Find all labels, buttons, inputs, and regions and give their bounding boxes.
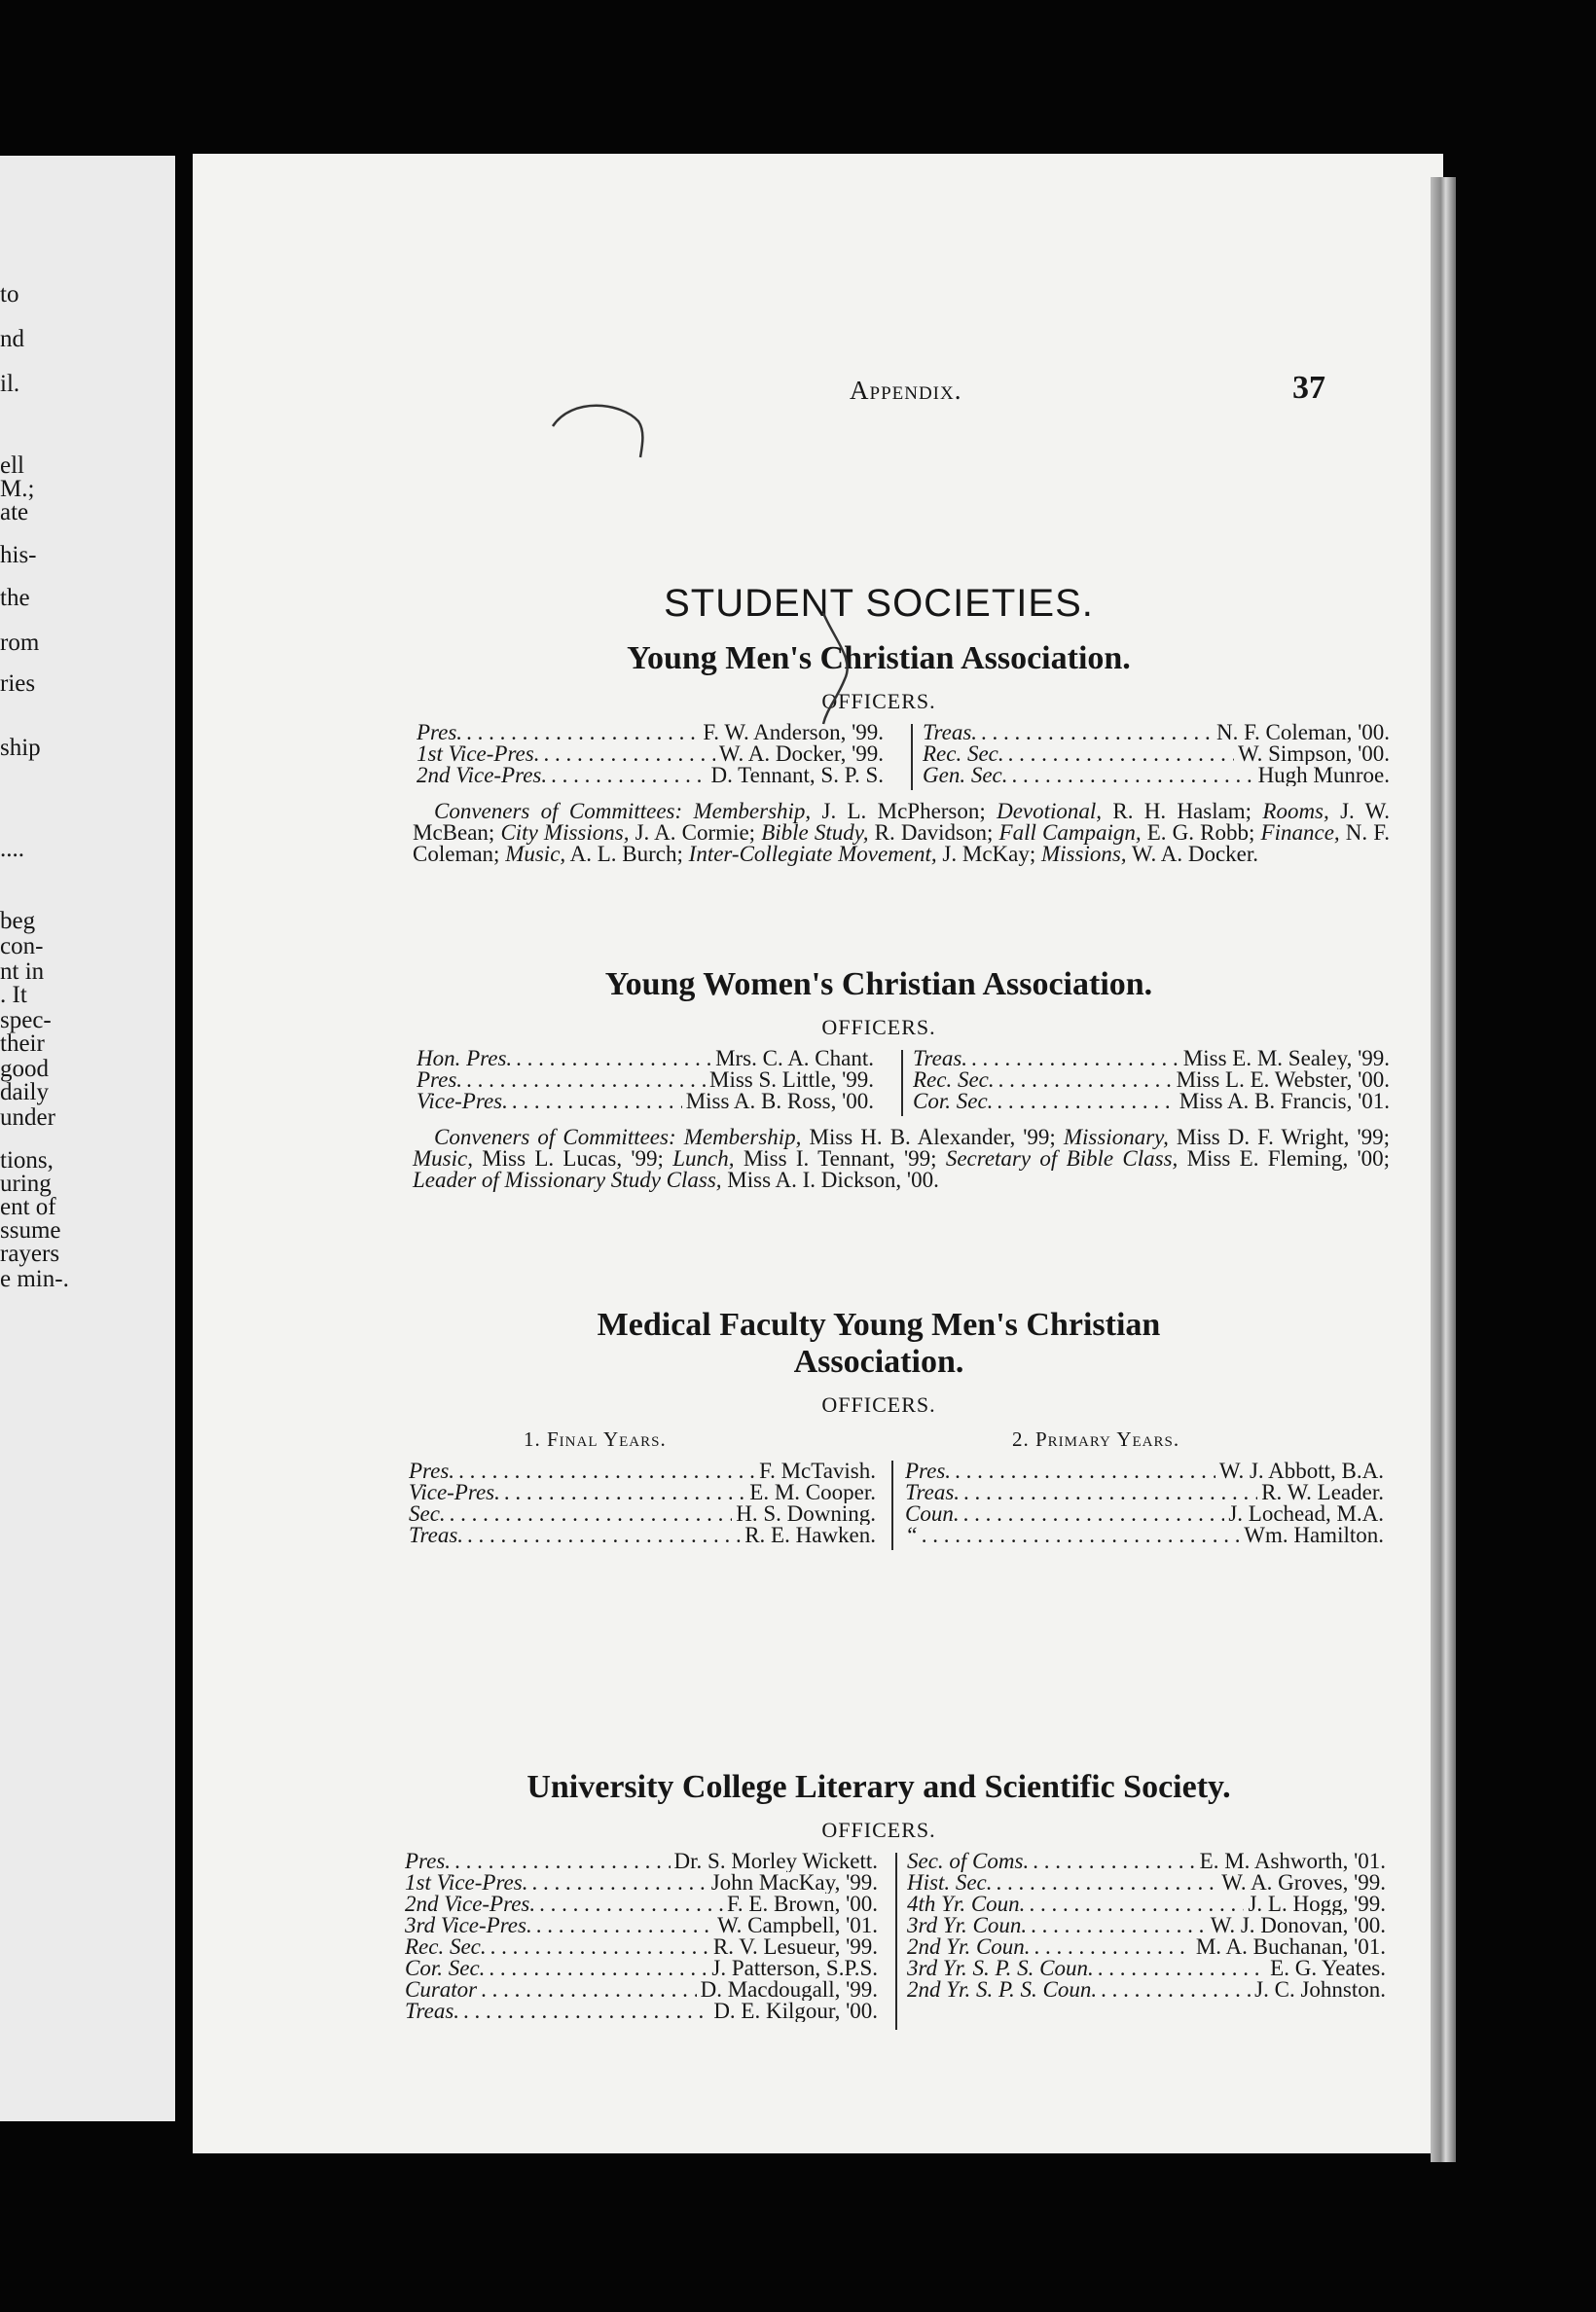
left-page-text-fragment: daily — [0, 1079, 49, 1105]
officer-name: J. C. Johnston. — [1254, 1979, 1386, 2001]
leader-dots — [454, 1851, 670, 1872]
officer-row — [405, 1936, 878, 1958]
left-page-fragment — [0, 156, 175, 2121]
officer-row — [417, 722, 884, 743]
officers-label: OFFICERS. — [821, 689, 936, 713]
leader-dots — [458, 1461, 755, 1482]
officer-name: W. Campbell, '01. — [717, 1915, 878, 1936]
left-page-text-fragment: rom — [0, 630, 40, 656]
left-page-text-fragment: to — [0, 281, 19, 307]
officer-row — [417, 743, 884, 765]
convener-name: Miss D. F. Wright, '99; — [1176, 1125, 1391, 1149]
officer-role: “ — [905, 1525, 918, 1546]
officers-label: OFFICERS. — [821, 1015, 936, 1039]
section-title: University College Literary and Scientific Society. — [526, 1769, 1231, 1805]
leader-dots — [997, 1091, 1175, 1112]
convener-name: W. A. Docker. — [1131, 842, 1258, 866]
convener-name: Miss H. B. Alexander, '99; — [809, 1125, 1056, 1149]
left-page-text-fragment: ssume — [0, 1217, 61, 1244]
convener-name: R. H. Haslam; — [1112, 799, 1252, 823]
officer-name: J. Lochead, M.A. — [1228, 1503, 1384, 1525]
leader-dots — [1012, 765, 1254, 786]
leader-dots — [998, 1069, 1173, 1091]
column-divider — [901, 1050, 903, 1116]
officer-name: F. McTavish. — [759, 1461, 876, 1482]
committee-name: Leader of Missionary Study Class, — [413, 1168, 722, 1192]
officer-row — [907, 1851, 1386, 1872]
leader-dots — [543, 743, 714, 765]
officer-row — [405, 1872, 878, 1894]
officer-role: 2nd Vice-Pres. — [405, 1894, 536, 1915]
left-page-text-fragment: tions, — [0, 1147, 54, 1174]
officer-row — [405, 2001, 878, 2022]
committee-name: Membership, — [693, 799, 812, 823]
leader-dots — [539, 1894, 723, 1915]
left-page-text-fragment: their — [0, 1030, 45, 1057]
officer-name: R. E. Hawken. — [744, 1525, 876, 1546]
officers-label: OFFICERS. — [821, 1818, 936, 1842]
officer-role: Gen. Sec. — [923, 765, 1008, 786]
officer-row — [907, 1915, 1386, 1936]
officer-name: Miss A. B. Ross, '00. — [685, 1091, 874, 1112]
officer-name: W. J. Abbott, B.A. — [1218, 1461, 1384, 1482]
page-edge — [1431, 177, 1456, 2162]
convener-name: A. L. Burch; — [569, 842, 683, 866]
officer-role: Pres. — [905, 1461, 952, 1482]
final-years-column — [409, 1461, 876, 1546]
officer-row — [913, 1091, 1390, 1112]
section-ymca — [319, 640, 1438, 865]
officer-name: W. A. Docker, '99. — [718, 743, 884, 765]
convener-name: J. W. McBean; — [413, 799, 1391, 845]
leader-dots — [463, 2001, 709, 2022]
leader-dots — [963, 1503, 1225, 1525]
committee-name: Devotional, — [997, 799, 1103, 823]
officer-role: Treas. — [913, 1048, 968, 1069]
committee-name: Membership, — [683, 1125, 802, 1149]
officer-row — [417, 1069, 874, 1091]
officer-role: 2nd Vice-Pres. — [417, 765, 548, 786]
officer-row — [923, 765, 1390, 786]
officer-role: Treas. — [405, 2001, 460, 2022]
pencil-mark — [533, 387, 660, 465]
officer-row — [905, 1503, 1384, 1525]
officers-left-column — [417, 722, 884, 786]
officer-role: Coun. — [905, 1503, 960, 1525]
officer-row — [409, 1482, 876, 1503]
main-title: STUDENT SOCIETIES. — [664, 582, 1094, 625]
officer-name: Hugh Munroe. — [1257, 765, 1390, 786]
officer-row — [417, 1048, 874, 1069]
officer-name: W. A. Groves, '99. — [1221, 1872, 1386, 1894]
leader-dots — [997, 1872, 1218, 1894]
left-page-text-fragment: the — [0, 585, 30, 611]
officer-row — [417, 765, 884, 786]
committee-name: City Missions, — [500, 820, 630, 845]
officer-name: Miss S. Little, '99. — [709, 1069, 874, 1091]
committee-name: Secretary of Bible Class, — [945, 1146, 1179, 1171]
left-page-text-fragment: under — [0, 1104, 55, 1131]
officer-name: D. E. Kilgour, '00. — [713, 2001, 878, 2022]
officer-row — [905, 1482, 1384, 1503]
convener-name: N. F. Coleman; — [413, 820, 1390, 866]
convener-name: R. Davidson; — [874, 820, 994, 845]
officer-row — [409, 1525, 876, 1546]
officer-row — [923, 743, 1390, 765]
officer-role: 1st Vice-Pres. — [417, 743, 540, 765]
left-page-text-fragment: . It — [0, 982, 27, 1008]
section-title: Young Men's Christian Association. — [627, 640, 1131, 676]
column-divider — [911, 724, 913, 790]
officers-right-column — [907, 1851, 1386, 2001]
committee-name: Inter-Collegiate Movement, — [688, 842, 937, 866]
left-page-text-fragment: rayers — [0, 1241, 60, 1267]
officer-role: Pres. — [417, 1069, 463, 1091]
officer-row — [405, 1958, 878, 1979]
left-page-text-fragment: good — [0, 1056, 49, 1082]
leader-dots — [1034, 1936, 1192, 1958]
officer-name: F. E. Brown, '00. — [726, 1894, 878, 1915]
page — [193, 154, 1443, 2153]
officer-name: E. M. Ashworth, '01. — [1199, 1851, 1386, 1872]
officer-role: Rec. Sec. — [913, 1069, 995, 1091]
running-head-title: Appendix. — [850, 376, 962, 405]
page-number: 37 — [1292, 370, 1325, 406]
committee-name: Missionary, — [1063, 1125, 1169, 1149]
column-divider — [895, 1853, 897, 2030]
officer-name: F. W. Anderson, '99. — [703, 722, 884, 743]
primary-years-heading: 2. Primary Years. — [1012, 1427, 1180, 1451]
officer-row — [907, 1958, 1386, 1979]
leader-dots — [489, 1958, 707, 1979]
leader-dots — [1029, 1894, 1244, 1915]
left-page-text-fragment: e min-. — [0, 1266, 69, 1292]
column-divider — [891, 1461, 893, 1550]
officer-role: Cor. Sec. — [405, 1958, 486, 1979]
left-page-text-fragment: ent of — [0, 1194, 56, 1220]
left-page-text-fragment: il. — [0, 371, 20, 397]
leader-dots — [971, 1048, 1179, 1069]
committee-name: Music, — [413, 1146, 473, 1171]
officer-name: John MacKay, '99. — [710, 1872, 878, 1894]
committee-name: Missions, — [1041, 842, 1127, 866]
section-medical — [319, 1307, 1438, 1564]
convener-name: Miss L. Lucas, '99; — [482, 1146, 664, 1171]
officer-role: Vice-Pres. — [417, 1091, 508, 1112]
conveners-paragraph — [413, 801, 1390, 865]
officer-name: E. M. Cooper. — [749, 1482, 876, 1503]
officer-row — [405, 1915, 878, 1936]
officer-role: 2nd Yr. Coun. — [907, 1936, 1031, 1958]
officer-row — [913, 1069, 1390, 1091]
leader-dots — [490, 1936, 709, 1958]
leader-dots — [963, 1482, 1257, 1503]
officer-role: 3rd Yr. S. P. S. Coun. — [907, 1958, 1094, 1979]
left-page-text-fragment: ell — [0, 452, 24, 479]
officers-left-column — [405, 1851, 878, 2022]
officer-name: Miss L. E. Webster, '00. — [1176, 1069, 1390, 1091]
officer-name: W. J. Donovan, '00. — [1210, 1915, 1386, 1936]
convener-name: Miss A. I. Dickson, '00. — [727, 1168, 939, 1192]
left-page-text-fragment: ate — [0, 499, 29, 525]
officer-role: Pres. — [417, 722, 463, 743]
leader-dots — [1101, 1979, 1251, 2001]
officer-role: 3rd Vice-Pres. — [405, 1915, 532, 1936]
leader-dots — [531, 1872, 707, 1894]
officer-role: 1st Vice-Pres. — [405, 1872, 528, 1894]
convener-name: J. L. McPherson; — [821, 799, 986, 823]
officer-row — [907, 1936, 1386, 1958]
committee-name: Bible Study, — [761, 820, 869, 845]
officer-row — [907, 1894, 1386, 1915]
officer-role: Hist. Sec. — [907, 1872, 993, 1894]
left-page-text-fragment: nt in — [0, 958, 45, 985]
officer-name: R. W. Leader. — [1261, 1482, 1384, 1503]
committee-name: Rooms, — [1262, 799, 1329, 823]
section-ywca — [319, 966, 1438, 1191]
officer-name: N. F. Coleman, '00. — [1216, 722, 1390, 743]
convener-name: J. A. Cormie; — [635, 820, 756, 845]
officers-left-column — [417, 1048, 874, 1112]
officer-role: Hon. Pres. — [417, 1048, 513, 1069]
officer-row — [405, 1894, 878, 1915]
leader-dots — [955, 1461, 1215, 1482]
committee-name: Music, — [505, 842, 566, 866]
leader-dots — [1033, 1851, 1195, 1872]
officers-right-column — [913, 1048, 1390, 1112]
officer-name: M. A. Buchanan, '01. — [1195, 1936, 1386, 1958]
officer-row — [409, 1503, 876, 1525]
leader-dots — [1031, 1915, 1207, 1936]
leader-dots — [551, 765, 707, 786]
final-years-heading: 1. Final Years. — [524, 1427, 667, 1451]
officer-role: 3rd Yr. Coun. — [907, 1915, 1028, 1936]
ink-stroke — [816, 611, 874, 728]
officer-role: Treas. — [905, 1482, 961, 1503]
running-head — [319, 370, 1438, 409]
officer-role: Pres. — [405, 1851, 452, 1872]
officer-role: Treas. — [409, 1525, 464, 1546]
officer-name: Mrs. C. A. Chant. — [715, 1048, 874, 1069]
officer-name: Dr. S. Morley Wickett. — [673, 1851, 878, 1872]
officer-role: Sec. of Coms. — [907, 1851, 1030, 1872]
officer-role: Curator — [405, 1979, 478, 2001]
officer-role: Vice-Pres. — [409, 1482, 500, 1503]
conveners-heading: Conveners of Committees: — [434, 1125, 676, 1149]
officer-role: Pres. — [409, 1461, 455, 1482]
officer-row — [405, 1979, 878, 2001]
officer-row — [905, 1525, 1384, 1546]
officer-role: Cor. Sec. — [913, 1091, 994, 1112]
leader-dots — [450, 1503, 733, 1525]
section-title-line1: Medical Faculty Young Men's Christian — [597, 1307, 1161, 1343]
officer-row — [417, 1091, 874, 1112]
leader-dots — [922, 1525, 1240, 1546]
leader-dots — [504, 1482, 745, 1503]
officer-name: D. Tennant, S. P. S. — [710, 765, 884, 786]
officer-name: Miss E. M. Sealey, '99. — [1182, 1048, 1390, 1069]
section-title-line2: Association. — [793, 1344, 964, 1380]
officers-label: OFFICERS. — [821, 1392, 936, 1417]
left-page-text-fragment: uring — [0, 1171, 52, 1197]
conveners-heading: Conveners of Committees: — [434, 799, 683, 823]
leader-dots — [1098, 1958, 1266, 1979]
leader-dots — [981, 722, 1213, 743]
committee-name: Lunch, — [672, 1146, 735, 1171]
officer-name: D. Macdougall, '99. — [700, 1979, 878, 2001]
left-page-text-fragment: .... — [0, 836, 24, 862]
left-page-text-fragment: nd — [0, 326, 24, 352]
officer-role: Sec. — [409, 1503, 446, 1525]
left-page-text-fragment: beg — [0, 908, 36, 934]
leader-dots — [516, 1048, 711, 1069]
officers-right-column — [923, 722, 1390, 786]
officer-name: R. V. Lesueur, '99. — [712, 1936, 878, 1958]
officer-role: 4th Yr. Coun. — [907, 1894, 1026, 1915]
committee-name: Fall Campaign, — [998, 820, 1142, 845]
officer-row — [913, 1048, 1390, 1069]
officer-role: 2nd Yr. S. P. S. Coun. — [907, 1979, 1098, 2001]
officer-role: Rec. Sec. — [923, 743, 1004, 765]
section-title: Young Women's Christian Association. — [604, 966, 1153, 1002]
left-page-text-fragment: ship — [0, 735, 41, 761]
officer-name: Miss A. B. Francis, '01. — [1179, 1091, 1390, 1112]
leader-dots — [512, 1091, 682, 1112]
conveners-paragraph — [413, 1127, 1390, 1191]
convener-name: J. McKay; — [942, 842, 1036, 866]
officer-name: J. Patterson, S.P.S. — [711, 1958, 878, 1979]
officer-name: J. L. Hogg, '99. — [1248, 1894, 1386, 1915]
leader-dots — [467, 1525, 741, 1546]
officer-role: Treas. — [923, 722, 978, 743]
leader-dots — [481, 1979, 696, 2001]
leader-dots — [466, 1069, 706, 1091]
officer-name: E. G. Yeates. — [1270, 1958, 1386, 1979]
left-page-text-fragment: ries — [0, 670, 36, 697]
officer-row — [907, 1872, 1386, 1894]
officer-name: W. Simpson, '00. — [1237, 743, 1390, 765]
officer-row — [405, 1851, 878, 1872]
left-page-text-fragment: con- — [0, 933, 44, 959]
officer-role: Rec. Sec. — [405, 1936, 487, 1958]
officer-row — [905, 1461, 1384, 1482]
left-page-text-fragment: spec- — [0, 1007, 52, 1033]
primary-years-column — [905, 1461, 1384, 1546]
officer-name: H. S. Downing. — [736, 1503, 876, 1525]
leader-dots — [1008, 743, 1234, 765]
section-ucls — [319, 1769, 1438, 2036]
left-page-text-fragment: his- — [0, 542, 37, 568]
leader-dots — [536, 1915, 713, 1936]
officer-row — [907, 1979, 1386, 2001]
leader-dots — [466, 722, 699, 743]
convener-name: Miss E. Fleming, '00; — [1186, 1146, 1391, 1171]
left-page-text-fragment: M.; — [0, 476, 35, 502]
officer-row — [409, 1461, 876, 1482]
convener-name: E. G. Robb; — [1146, 820, 1255, 845]
officer-name: Wm. Hamilton. — [1244, 1525, 1384, 1546]
officer-row — [923, 722, 1390, 743]
committee-name: Finance, — [1260, 820, 1340, 845]
convener-name: Miss I. Tennant, '99; — [743, 1146, 937, 1171]
